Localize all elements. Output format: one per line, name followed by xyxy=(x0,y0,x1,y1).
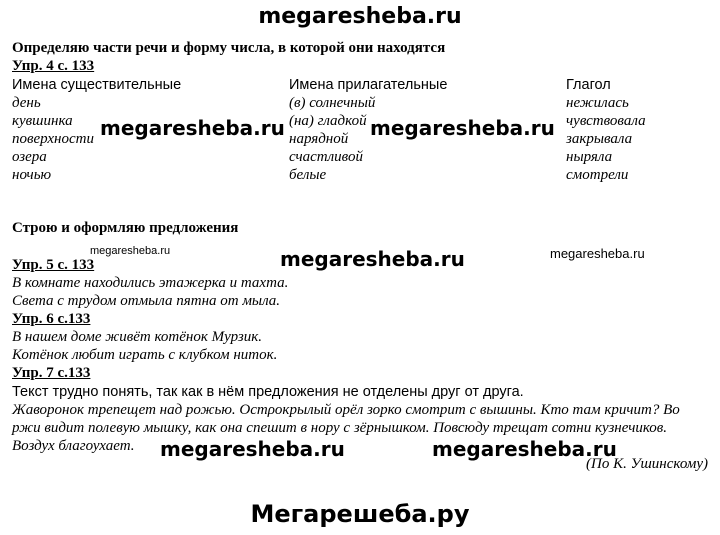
top-watermark: megaresheba.ru xyxy=(258,4,462,29)
watermark-1: megaresheba.ru xyxy=(100,116,285,140)
adjectives-header: Имена прилагательные xyxy=(289,77,448,93)
exercise4-label: Упр. 4 с. 133 xyxy=(12,58,95,74)
noun-item: озера xyxy=(12,149,47,165)
noun-item: кувшинка xyxy=(12,113,73,129)
verb-item: закрывала xyxy=(566,131,633,147)
watermark-6: megaresheba.ru xyxy=(160,437,345,461)
watermark-5: megaresheba.ru xyxy=(550,246,645,261)
adjective-item: (в) солнечный xyxy=(289,95,376,111)
exercise7-line: ржи видит полевую мышку, как она спешит в нору с зёрнышком. Повсюду трещат сотни кузнечиков. xyxy=(12,420,668,436)
adjective-item: счастливой xyxy=(289,149,363,165)
exercise5-label: Упр. 5 с. 133 xyxy=(12,257,95,273)
adjective-item: белые xyxy=(289,167,327,183)
exercise7-label: Упр. 7 с.133 xyxy=(12,365,91,381)
watermark-7: megaresheba.ru xyxy=(432,437,617,461)
watermark-3: megaresheba.ru xyxy=(90,245,171,257)
section2-title: Строю и оформляю предложения xyxy=(12,220,239,236)
exercise7-source: (По К. Ушинскому) xyxy=(586,456,708,472)
verbs-header: Глагол xyxy=(566,77,611,93)
exercise5-line: В комнате находились этажерка и тахта. xyxy=(12,275,289,291)
nouns-header: Имена существительные xyxy=(12,77,182,93)
verb-item: чувствовала xyxy=(566,113,646,129)
exercise7-intro: Текст трудно понять, так как в нём предложения не отделены друг от друга. xyxy=(12,384,524,400)
watermark-4: megaresheba.ru xyxy=(280,247,465,271)
watermark-2: megaresheba.ru xyxy=(370,116,555,140)
exercise6-line: Котёнок любит играть с клубком ниток. xyxy=(12,347,278,363)
bottom-watermark: Мегарешеба.ру xyxy=(250,500,470,528)
exercise7-line: Воздух благоухает. xyxy=(12,438,135,454)
section1-title: Определяю части речи и форму числа, в которой они находятся xyxy=(12,40,446,56)
adjective-item: (на) гладкой xyxy=(289,113,367,129)
exercise6-line: В нашем доме живёт котёнок Мурзик. xyxy=(12,329,263,345)
verb-item: смотрели xyxy=(566,167,629,183)
noun-item: день xyxy=(12,95,41,111)
verb-item: нежилась xyxy=(566,95,629,111)
verb-item: ныряла xyxy=(566,149,613,165)
noun-item: ночью xyxy=(12,167,52,183)
adjective-item: нарядной xyxy=(289,131,349,147)
exercise6-label: Упр. 6 с.133 xyxy=(12,311,91,327)
exercise5-line: Света с трудом отмыла пятна от мыла. xyxy=(12,293,281,309)
exercise7-line: Жаворонок трепещет над рожью. Остροкрылый орёл зорко смотрит с вышины. Кто там кричит? Во xyxy=(12,402,680,418)
noun-item: поверхности xyxy=(12,131,94,147)
